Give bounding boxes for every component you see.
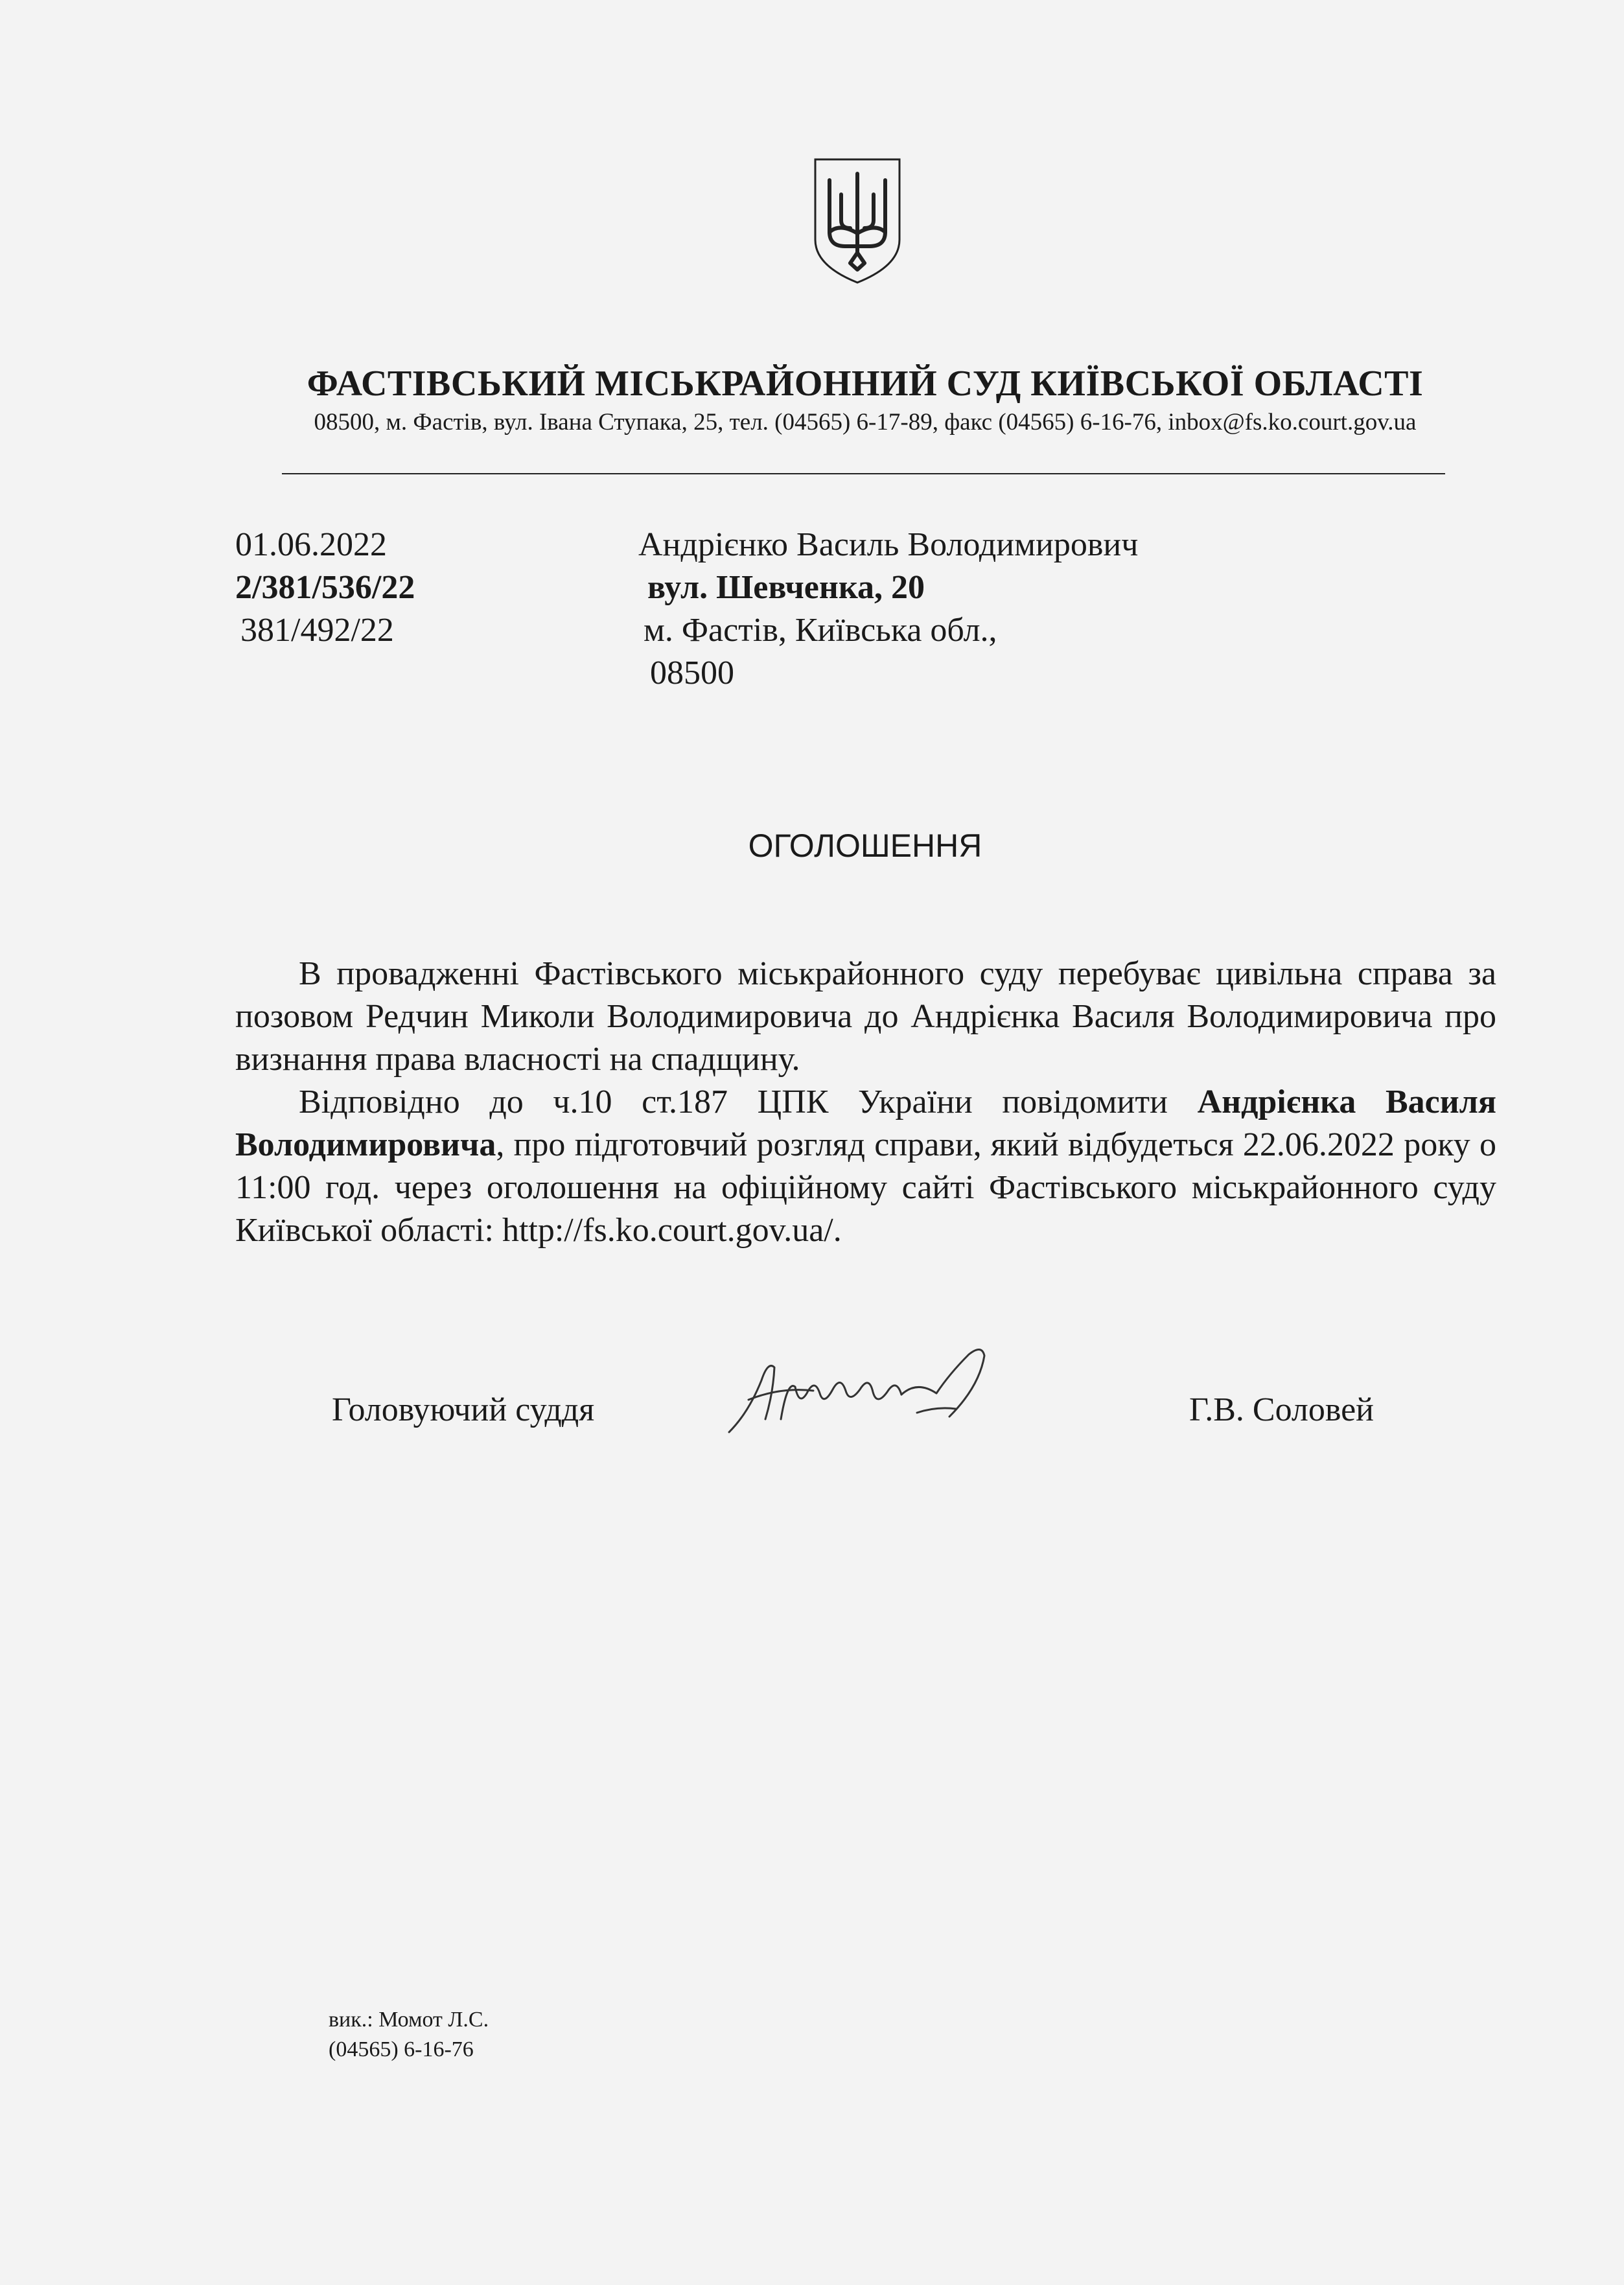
header-divider [282, 473, 1445, 474]
recipient-city: м. Фастів, Київська обл., [644, 612, 997, 649]
trident-coat-of-arms-icon [811, 156, 903, 285]
executor-phone: (04565) 6-16-76 [329, 2037, 474, 2061]
paragraph-text-start: Відповідно до ч.10 ст.187 ЦПК України повідомити [299, 1084, 1198, 1120]
recipient-street: вул. Шевченка, 20 [647, 569, 925, 606]
defendant-name: Андрієнка Василя Володимировича [235, 1084, 1496, 1163]
signatory-name: Г.В. Соловей [1189, 1391, 1374, 1428]
handwritten-signature [723, 1341, 1027, 1445]
executor-block [329, 2005, 489, 2065]
paragraph-notification [235, 1081, 1496, 1252]
recipient-name: Андрієнко Василь Володимирович [638, 526, 1139, 563]
document-meta [235, 524, 415, 652]
executor-name: вик.: Момот Л.С. [329, 2008, 489, 2032]
paragraph-claim: В провадженні Фастівського міськрайонного суду перебуває цивільна справа за позовом Редчин Миколи Володимировича до Андрієнка Василя Володимировича про визнання права власності на спадщину. [235, 955, 1496, 1078]
document-date: 01.06.2022 [235, 526, 387, 563]
recipient-block [638, 524, 1138, 695]
case-number: 2/381/536/22 [235, 569, 415, 606]
paragraph-text-end: , про підготовчий розгляд справи, який відбудеться 22.06.2022 року о 11:00 год. через оголошення на офіційному сайті Фастівського міськрайонного суду Київської області: http://fs.ko.court.gov.ua/. [235, 1126, 1496, 1249]
registration-number: 381/492/22 [240, 612, 394, 649]
document-title: ОГОЛОШЕННЯ [748, 828, 982, 864]
signatory-position: Головуючий суддя [332, 1391, 595, 1428]
notice-body [235, 953, 1496, 1252]
court-name: ФАСТІВСЬКИЙ МІСЬКРАЙОННИЙ СУД КИЇВСЬКОЇ ОБЛАСТІ [307, 364, 1424, 404]
recipient-postcode: 08500 [650, 655, 734, 691]
court-address: 08500, м. Фастів, вул. Івана Ступака, 25, тел. (04565) 6-17-89, факс (04565) 6-16-76, inbox@fs.ko.court.gov.ua [314, 409, 1417, 435]
